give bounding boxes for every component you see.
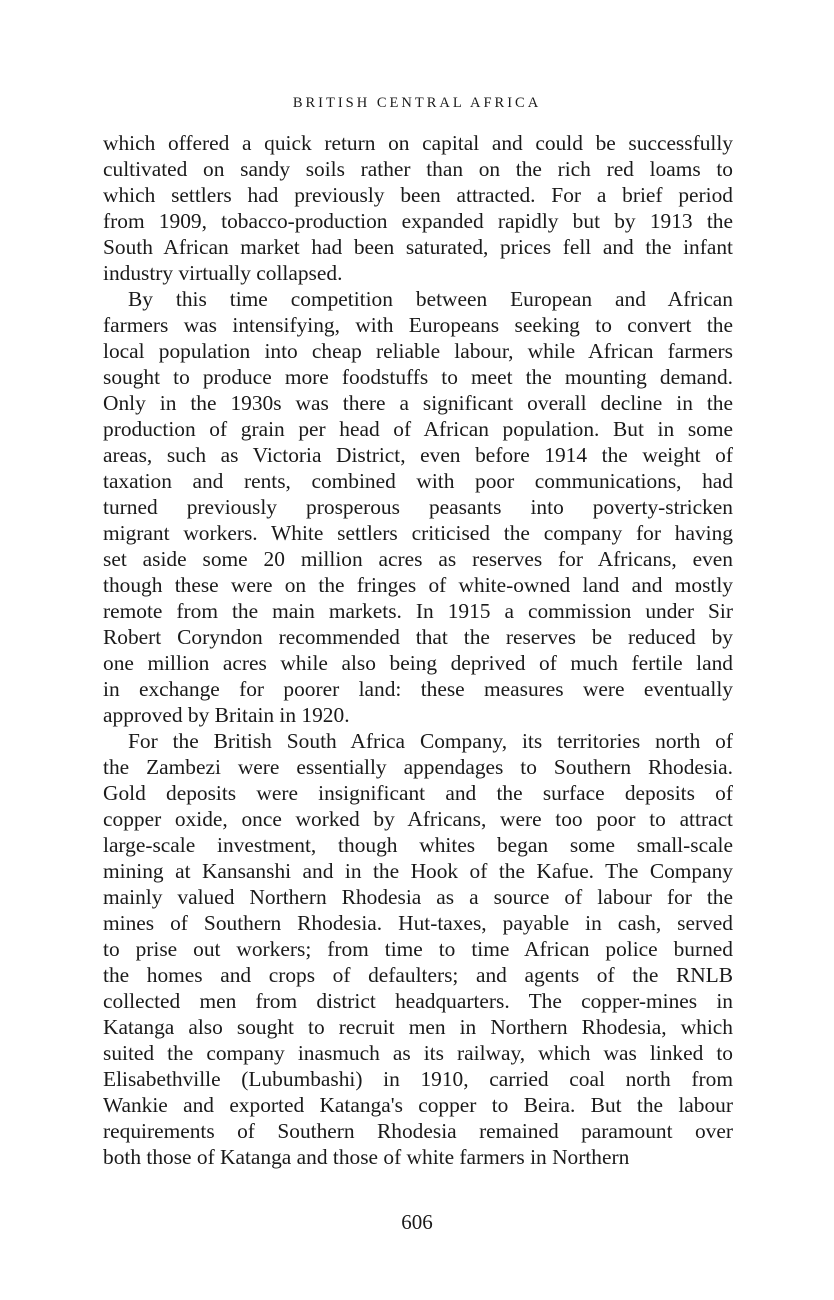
text-line: requirements of Southern Rhodesia remained paramount over — [103, 1119, 733, 1143]
text-line: local population into cheap reliable labour, while African farmers — [103, 339, 733, 363]
text-line: set aside some 20 million acres as reserves for Africans, even — [103, 547, 733, 571]
text-line: production of grain per head of African population. But in some — [103, 417, 733, 441]
text-line: mining at Kansanshi and in the Hook of the Kafue. The Company — [103, 859, 733, 883]
text-line: Wankie and exported Katanga's copper to Beira. But the labour — [103, 1093, 733, 1117]
text-line: large-scale investment, though whites began some small-scale — [103, 833, 733, 857]
text-line: collected men from district headquarters. The copper-mines in — [103, 989, 733, 1013]
text-line: Katanga also sought to recruit men in Northern Rhodesia, which — [103, 1015, 733, 1039]
text-line: one million acres while also being deprived of much fertile land — [103, 651, 733, 675]
text-line: the Zambezi were essentially appendages to Southern Rhodesia. — [103, 755, 733, 779]
text-line: mainly valued Northern Rhodesia as a source of labour for the — [103, 885, 733, 909]
text-line: areas, such as Victoria District, even before 1914 the weight of — [103, 443, 733, 467]
text-line: By this time competition between European and African — [128, 287, 733, 311]
page-number: 606 — [401, 1210, 433, 1234]
text-line: though these were on the fringes of white-owned land and mostly — [103, 573, 733, 597]
text-line: from 1909, tobacco-production expanded rapidly but by 1913 the — [103, 209, 733, 233]
text-line: taxation and rents, combined with poor communications, had — [103, 469, 733, 493]
text-line: industry virtually collapsed. — [103, 261, 343, 285]
text-line: which settlers had previously been attracted. For a brief period — [103, 183, 733, 207]
text-line: suited the company inasmuch as its railway, which was linked to — [103, 1041, 733, 1065]
text-line: remote from the main markets. In 1915 a commission under Sir — [103, 599, 733, 623]
text-line: Robert Coryndon recommended that the reserves be reduced by — [103, 625, 733, 649]
text-line: For the British South Africa Company, its territories north of — [128, 729, 733, 753]
text-line: mines of Southern Rhodesia. Hut-taxes, payable in cash, served — [103, 911, 733, 935]
body-text — [103, 130, 733, 1170]
text-line: sought to produce more foodstuffs to meet the mounting demand. — [103, 365, 733, 389]
text-line: cultivated on sandy soils rather than on the rich red loams to — [103, 157, 733, 181]
text-line: South African market had been saturated, prices fell and the infant — [103, 235, 733, 259]
paragraph — [103, 728, 733, 1170]
text-line: Gold deposits were insignificant and the surface deposits of — [103, 781, 733, 805]
text-line: turned previously prosperous peasants into poverty-stricken — [103, 495, 733, 519]
text-line: Elisabethville (Lubumbashi) in 1910, carried coal north from — [103, 1067, 733, 1091]
text-line: migrant workers. White settlers criticised the company for having — [103, 521, 733, 545]
paragraph — [103, 130, 733, 286]
text-line: both those of Katanga and those of white farmers in Northern — [103, 1145, 630, 1169]
text-line: farmers was intensifying, with Europeans seeking to convert the — [103, 313, 733, 337]
running-head: BRITISH CENTRAL AFRICA — [292, 95, 542, 111]
text-line: to prise out workers; from time to time African police burned — [103, 937, 733, 961]
text-line: the homes and crops of defaulters; and agents of the RNLB — [103, 963, 733, 987]
paragraph — [103, 286, 733, 728]
text-line: approved by Britain in 1920. — [103, 703, 350, 727]
text-line: which offered a quick return on capital and could be successfully — [103, 131, 733, 155]
text-line: in exchange for poorer land: these measures were eventually — [103, 677, 733, 701]
text-line: Only in the 1930s was there a significant overall decline in the — [103, 391, 733, 415]
text-line: copper oxide, once worked by Africans, were too poor to attract — [103, 807, 733, 831]
